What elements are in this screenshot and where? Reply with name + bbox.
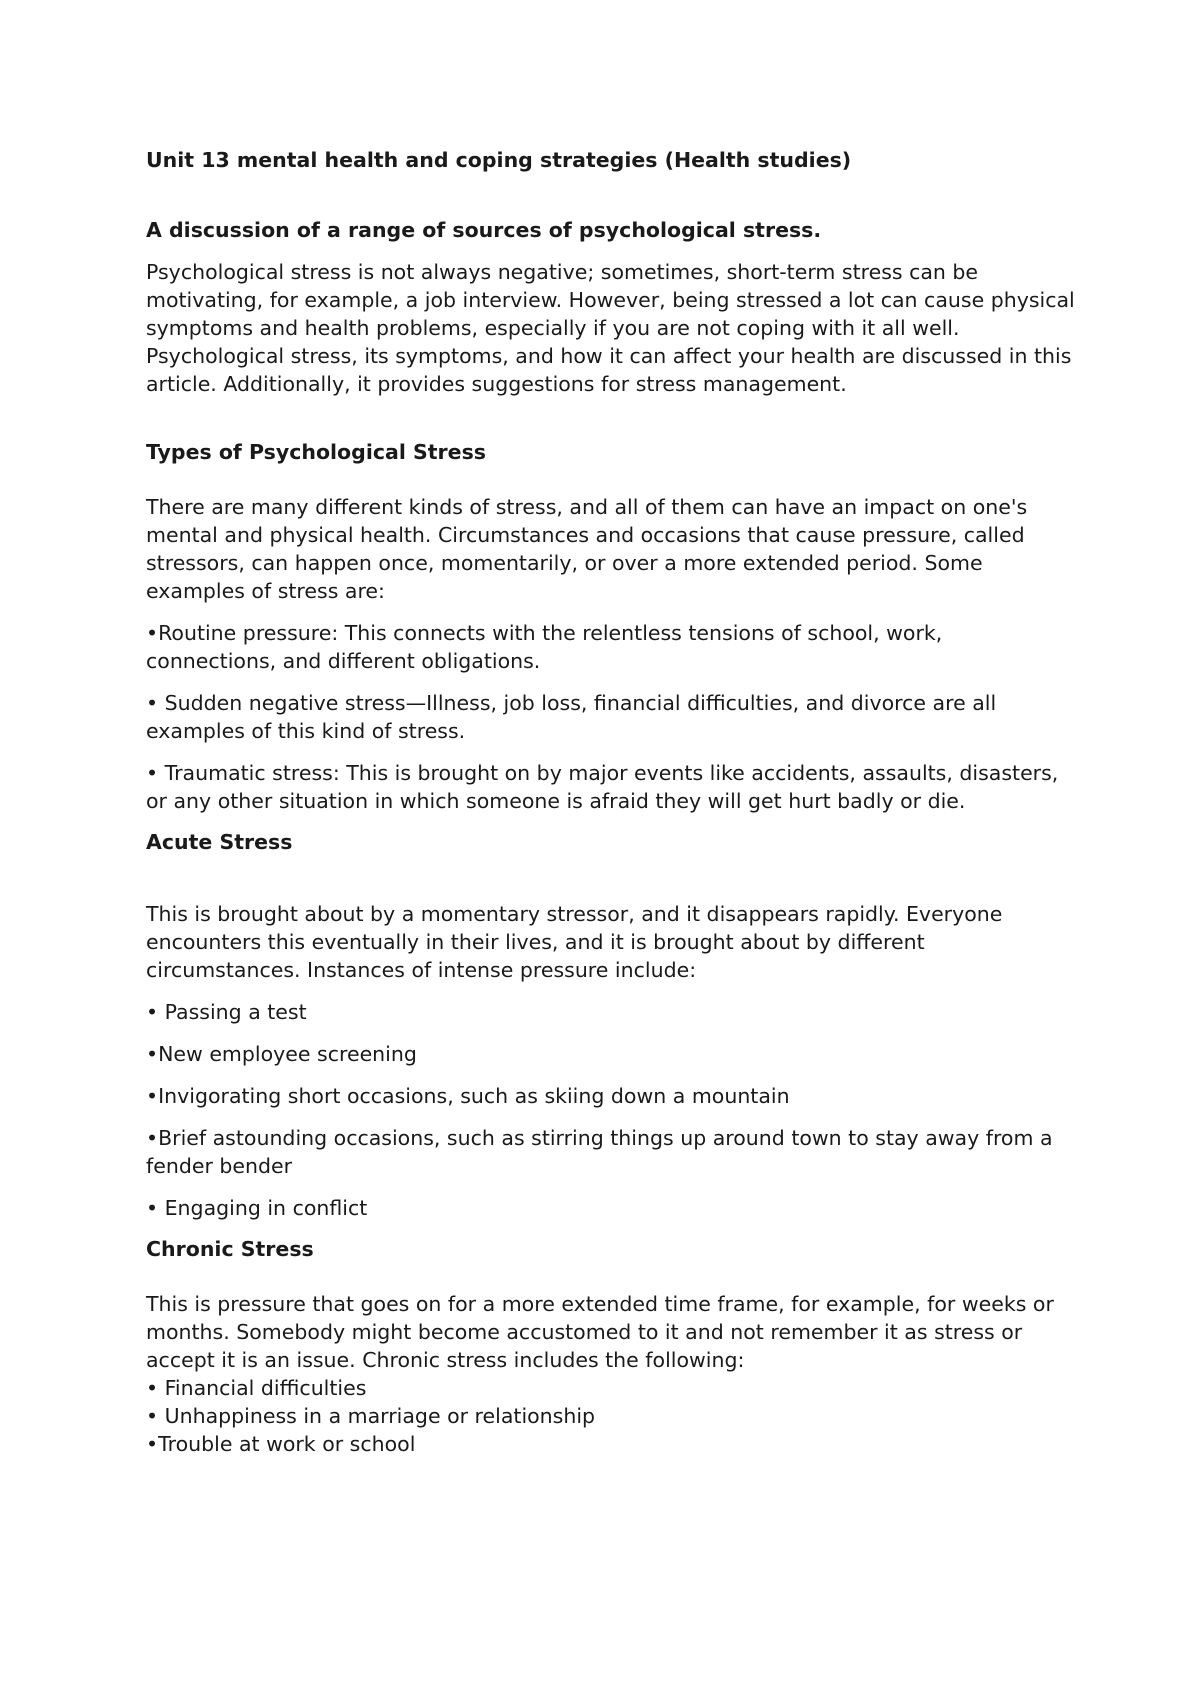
document-title: Unit 13 mental health and coping strategies (Health studies) xyxy=(146,148,852,172)
chronic-bullet-unhappiness: • Unhappiness in a marriage or relationship xyxy=(146,1404,596,1428)
types-heading: Types of Psychological Stress xyxy=(146,440,486,464)
acute-bullet-invigorating: •Invigorating short occasions, such as skiing down a mountain xyxy=(146,1084,790,1108)
document-subtitle: A discussion of a range of sources of psychological stress. xyxy=(146,218,822,242)
acute-bullet-brief: •Brief astounding occasions, such as stirring things up around town to stay away from a fender bender xyxy=(146,1126,1053,1178)
types-bullet-traumatic: • Traumatic stress: This is brought on by major events like accidents, assaults, disasters, or any other situation in which someone is afraid they will get hurt badly or die. xyxy=(146,761,1059,813)
acute-bullet-conflict: • Engaging in conflict xyxy=(146,1196,368,1220)
acute-heading: Acute Stress xyxy=(146,830,293,854)
chronic-bullet-trouble: •Trouble at work or school xyxy=(146,1432,416,1456)
acute-bullet-screening: •New employee screening xyxy=(146,1042,417,1066)
chronic-heading: Chronic Stress xyxy=(146,1237,314,1261)
types-bullet-routine: •Routine pressure: This connects with the relentless tensions of school, work, connections, and different obligations. xyxy=(146,621,943,673)
document-page xyxy=(146,130,1076,1458)
chronic-paragraph: This is pressure that goes on for a more extended time frame, for example, for weeks or months. Somebody might become accustomed to it and not remember it as stress or accept it is an issue. Chronic stress includes the following: xyxy=(146,1292,1054,1372)
chronic-bullet-financial: • Financial difficulties xyxy=(146,1376,367,1400)
intro-paragraph: Psychological stress is not always negative; sometimes, short-term stress can be motivating, for example, a job interview. However, being stressed a lot can cause physical symptoms and health problems, especially if you are not coping with it all well. Psychological stress, its symptoms, and how it can affect your health are discussed in this article. Additionally, it provides suggestions for stress management. xyxy=(146,260,1075,396)
acute-bullet-test: • Passing a test xyxy=(146,1000,307,1024)
types-bullet-sudden: • Sudden negative stress—Illness, job loss, financial difficulties, and divorce are all examples of this kind of stress. xyxy=(146,691,997,743)
acute-paragraph: This is brought about by a momentary stressor, and it disappears rapidly. Everyone encounters this eventually in their lives, and it is brought about by different circumstances. Instances of intense pressure include: xyxy=(146,902,1003,982)
types-paragraph: There are many different kinds of stress, and all of them can have an impact on one's mental and physical health. Circumstances and occasions that cause pressure, called stressors, can happen once, momentarily, or over a more extended period. Some examples of stress are: xyxy=(146,495,1028,603)
